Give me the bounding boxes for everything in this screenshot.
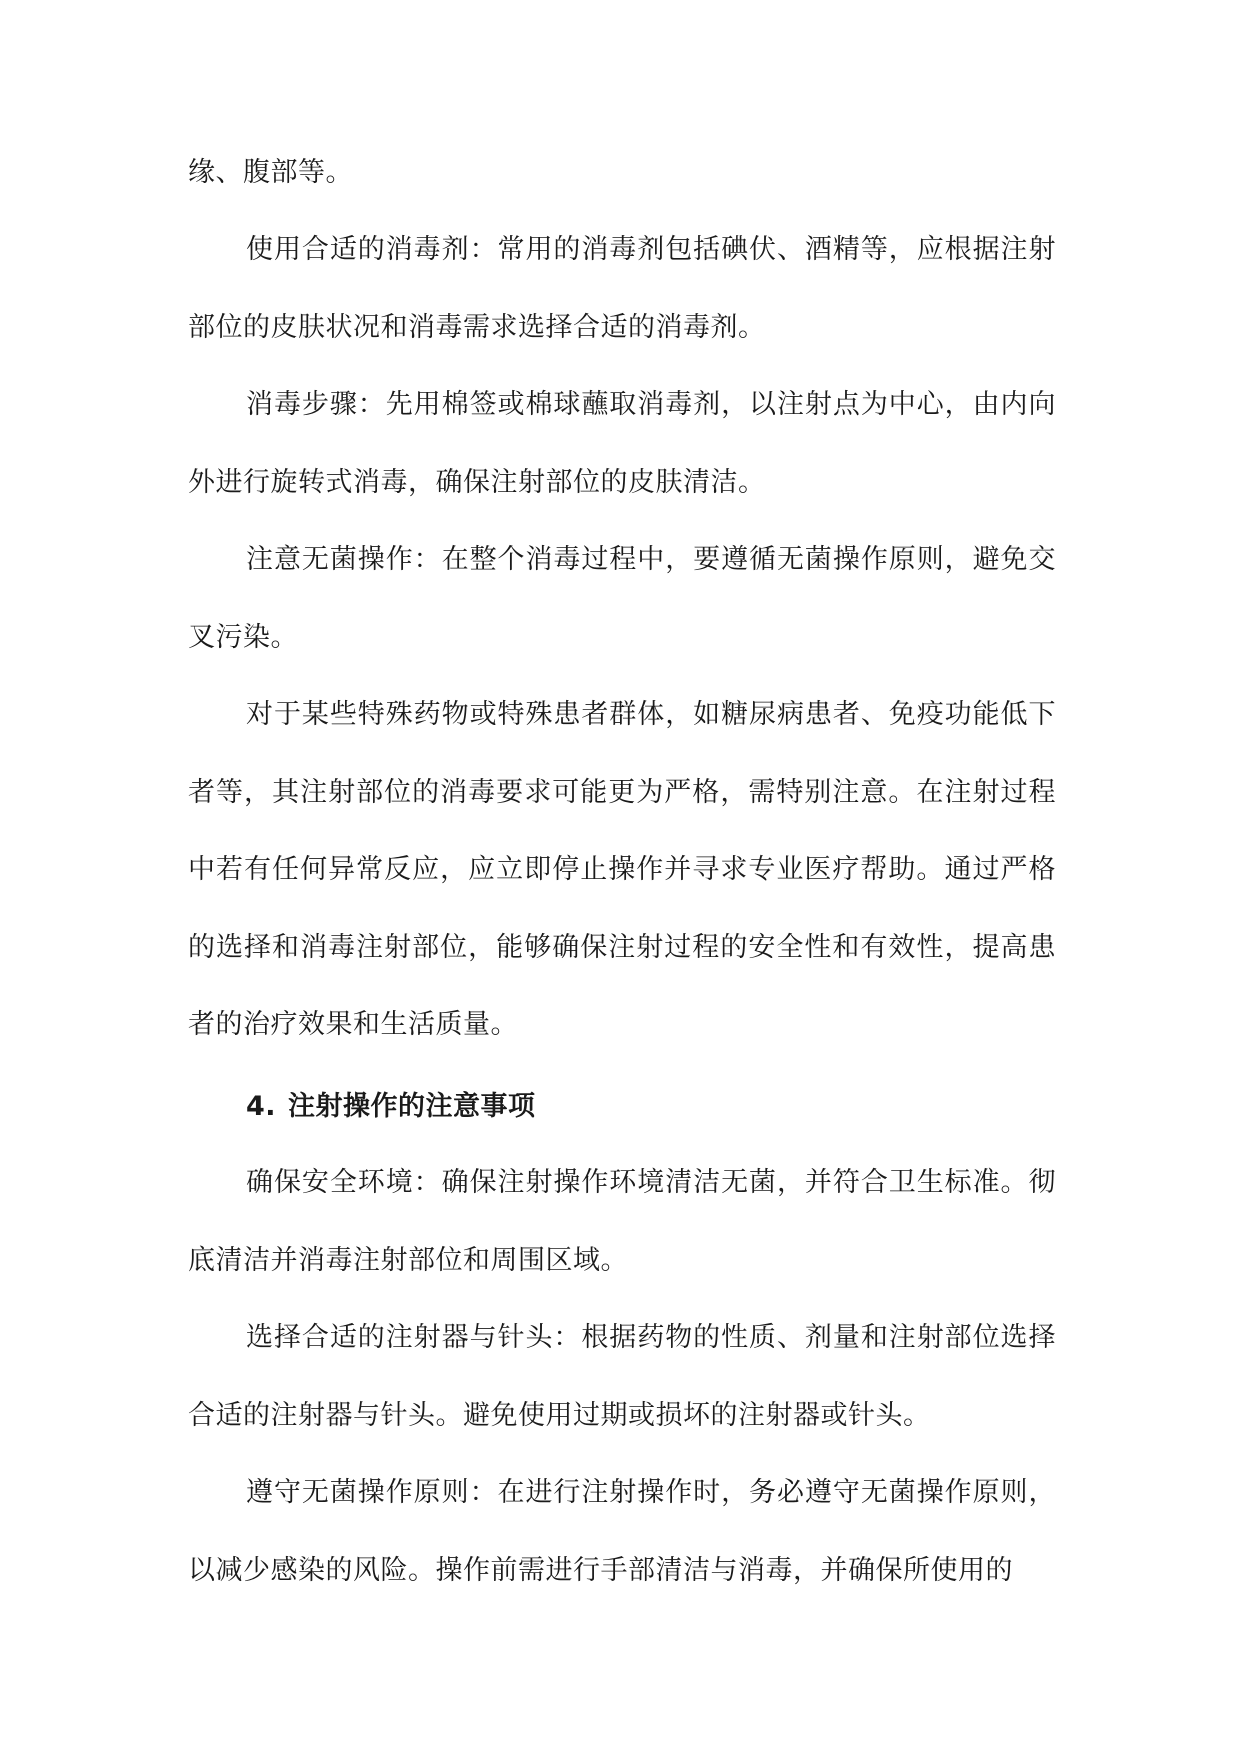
section-number: 4. <box>246 1091 277 1122</box>
section-title: 注射操作的注意事项 <box>288 1091 536 1122</box>
section-heading <box>246 1087 536 1127</box>
paragraph-disinfection-steps: 消毒步骤：先用棉签或棉球蘸取消毒剂，以注射点为中心，由内向外进行旋转式消毒，确保注射部位的皮肤清洁。 <box>188 389 1056 498</box>
paragraph-aseptic-operation: 注意无菌操作：在整个消毒过程中，要遵循无菌操作原则，避免交叉污染。 <box>188 544 1056 653</box>
paragraph-special-groups: 对于某些特殊药物或特殊患者群体，如糖尿病患者、免疫功能低下者等，其注射部位的消毒要求可能更为严格，需特别注意。在注射过程中若有任何异常反应，应立即停止操作并寻求专业医疗帮助。通过严格的选择和消毒注射部位，能够确保注射过程的安全性和有效性，提高患者的治疗效果和生活质量。 <box>188 699 1056 1040</box>
paragraph-continuation: 缘、腹部等。 <box>188 157 353 188</box>
paragraph-disinfectant: 使用合适的消毒剂：常用的消毒剂包括碘伏、酒精等，应根据注射部位的皮肤状况和消毒需求选择合适的消毒剂。 <box>188 234 1056 343</box>
paragraph-syringe-selection: 选择合适的注射器与针头：根据药物的性质、剂量和注射部位选择合适的注射器与针头。避免使用过期或损坏的注射器或针头。 <box>188 1322 1056 1431</box>
paragraph-safe-environment: 确保安全环境：确保注射操作环境清洁无菌，并符合卫生标准。彻底清洁并消毒注射部位和周围区域。 <box>188 1167 1056 1276</box>
paragraph-aseptic-principles: 遵守无菌操作原则：在进行注射操作时，务必遵守无菌操作原则，以减少感染的风险。操作前需进行手部清洁与消毒，并确保所使用的 <box>188 1477 1056 1586</box>
